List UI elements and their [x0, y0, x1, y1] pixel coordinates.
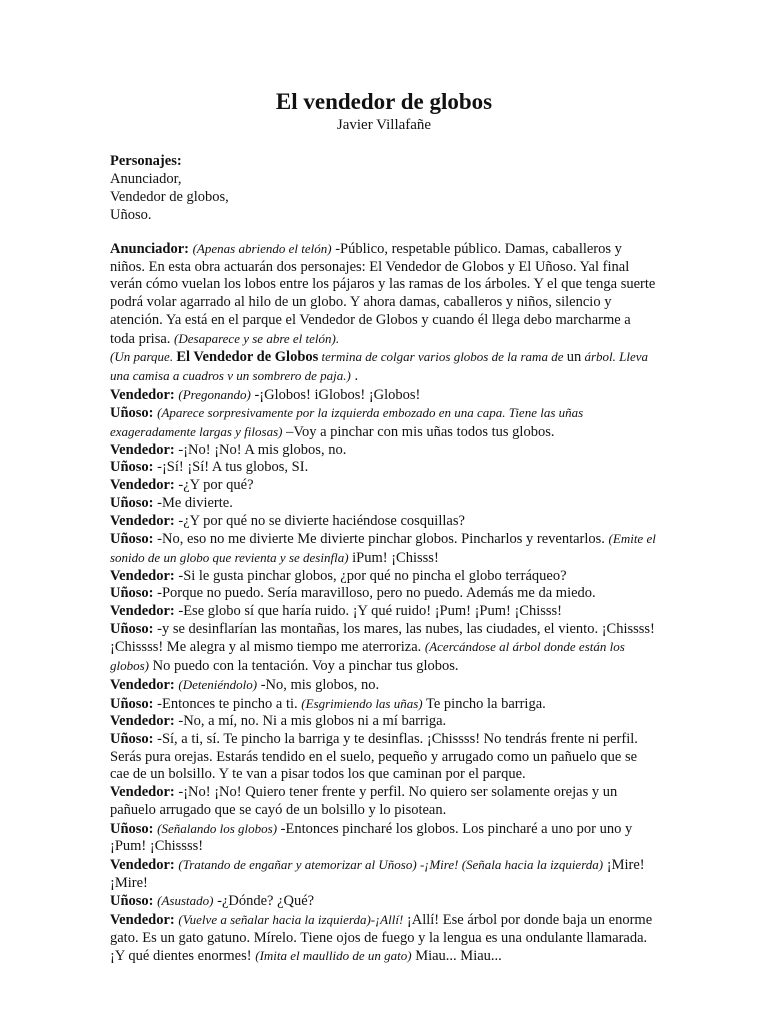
script-line	[110, 892, 658, 911]
dialogue-text: -No, a mí, no. Ni a mis globos ni a mí barriga.	[178, 713, 447, 730]
cast-member: Vendedor de globos,	[110, 189, 229, 205]
cast-label: Personajes:	[110, 153, 182, 169]
stage-direction: (Apenas abriendo el telón)	[192, 241, 332, 256]
dialogue-text: -Entonces te pincho a ti.	[157, 695, 302, 712]
script-line	[110, 695, 658, 714]
script-line	[110, 603, 658, 621]
cast-member: Anunciador,	[110, 171, 182, 187]
dialogue-text: ¡Mire! ¡Mire!	[110, 856, 645, 891]
speaker-name: Uñoso:	[110, 459, 158, 476]
speaker-name: Vendedor:	[110, 512, 179, 529]
script-line	[110, 621, 658, 676]
script-line	[110, 713, 658, 731]
speaker-name: Anunciador:	[110, 241, 193, 257]
stage-direction: (Señalando los globos)	[157, 820, 278, 836]
speaker-name: Vendedor:	[110, 713, 179, 730]
speaker-name: Uñoso:	[110, 585, 158, 602]
script-line	[110, 477, 658, 495]
document-title: El vendedor de globos	[275, 89, 493, 114]
dialogue-text: -¿Dónde? ¿Qué?	[213, 893, 315, 910]
script-line	[110, 568, 658, 586]
dialogue-text: -¡Sí! ¡Sí! A tus globos, SI.	[157, 459, 309, 476]
dialogue-text: -y se desinflarían las montañas, los mares, las nubes, las ciudades, el viento. ¡Chissss! ¡Chissss! Me alegra y al mismo tiempo me aterroriza.	[110, 620, 655, 656]
speaker-name: Vendedor:	[110, 856, 179, 873]
stage-direction: (Un parque.	[110, 349, 177, 365]
dialogue-text: un	[566, 349, 582, 366]
script-line	[110, 240, 658, 348]
speaker-name: Uñoso:	[110, 820, 158, 837]
speaker-name: Uñoso:	[110, 405, 158, 422]
speaker-name: Uñoso:	[110, 695, 158, 712]
script-body	[110, 240, 658, 966]
dialogue-text: -¿Y por qué no se divierte haciéndose cosquillas?	[178, 512, 465, 529]
script-line	[110, 911, 658, 966]
dialogue-text: –Voy a pinchar con mis uñas todos tus globos.	[282, 424, 555, 441]
script-line	[110, 513, 658, 531]
stage-direction: (Esgrimiendo las uñas)	[301, 695, 423, 711]
speaker-name: Vendedor:	[110, 477, 179, 494]
dialogue-text: Miau... Miau...	[411, 948, 502, 965]
stage-direction: termina de colgar varios globos de la rama de	[318, 349, 567, 365]
script-line	[110, 386, 658, 405]
dialogue-text: -Si le gusta pinchar globos, ¿por qué no pincha el globo terráqueo?	[178, 567, 567, 584]
dialogue-text: -Entonces pincharé los globos. Los pincharé a uno por uno y ¡Pum! ¡Chissss!	[110, 820, 633, 855]
speaker-name: Vendedor:	[110, 784, 179, 801]
dialogue-text: -Porque no puedo. Sería maravilloso, pero no puedo. Además me da miedo.	[157, 585, 596, 602]
speaker-name: Vendedor:	[110, 603, 179, 620]
stage-direction: (Pregonando)	[178, 386, 251, 402]
speaker-name: Uñoso:	[110, 494, 158, 511]
script-line	[110, 820, 658, 856]
stage-direction: (Desaparece y se abre el telón).	[174, 330, 340, 346]
stage-direction: (Emite el sonido de un globo que revienta y se desinfla)	[110, 531, 656, 565]
stage-direction: (Vuelve a señalar hacia la izquierda)-¡Allí!	[178, 912, 404, 928]
dialogue-text: .	[350, 367, 359, 384]
stage-direction: (Tratando de engañar y atemorizar al Uñoso) -¡Mire! (Señala hacia la izquierda)	[178, 856, 604, 872]
script-line	[110, 784, 658, 819]
speaker-name: Uñoso:	[110, 893, 158, 910]
speaker-name: Uñoso:	[110, 620, 158, 637]
speaker-name: Vendedor:	[110, 441, 179, 458]
script-line	[110, 459, 658, 477]
stage-direction: árbol. Lleva una camisa a cuadros v un sombrero de paja.)	[110, 349, 649, 383]
dialogue-text: -Ese globo sí que haría ruido. ¡Y qué ruido! ¡Pum! ¡Pum! ¡Chisss!	[178, 603, 563, 620]
cast-member: Uñoso.	[110, 207, 152, 223]
stage-direction: (Deteniéndolo)	[178, 676, 258, 692]
character-name: El Vendedor de Globos	[176, 349, 319, 366]
speaker-name: Vendedor:	[110, 912, 179, 929]
script-line	[110, 585, 658, 603]
speaker-name: Vendedor:	[110, 386, 179, 403]
script-line	[110, 404, 658, 441]
script-line	[110, 442, 658, 460]
dialogue-text: -No, eso no me divierte Me divierte pinchar globos. Pincharlos y reventarlos.	[157, 531, 609, 548]
cast-list	[110, 152, 658, 224]
dialogue-text: -Me divierte.	[157, 494, 233, 511]
script-line	[110, 731, 658, 784]
dialogue-text: -¡No! ¡No! A mis globos, no.	[178, 441, 347, 458]
dialogue-text: -Público, respetable público. Damas, caballeros y niños. En esta obra actuarán dos personajes: El Vendedor de Globos y El Uñoso. Yal final verán cómo vuelan los lobos entre los pájaros y las ramas de los árboles. Y el que tenga suerte podrá volar agarrado al hilo de un globo. Y ahora damas, caballeros y niños, silencio y atención. Ya está en el parque el Vendedor de Globos y cuando él llega debo marcharme a toda prisa.	[110, 241, 656, 347]
speaker-name: Vendedor:	[110, 676, 179, 693]
stage-direction: (Aparece sorpresivamente por la izquierda embozado en una capa. Tiene las uñas exageradamente largas y filosas)	[110, 405, 584, 440]
dialogue-text: iPum! ¡Chisss!	[348, 549, 439, 566]
speaker-name: Uñoso:	[110, 730, 158, 747]
stage-direction: (Asustado)	[157, 893, 214, 909]
script-line	[110, 530, 658, 567]
script-line	[110, 856, 658, 892]
dialogue-text: Te pincho la barriga.	[422, 695, 546, 712]
dialogue-text: -¡No! ¡No! Quiero tener frente y perfil. No quiero ser solamente orejas y un pañuelo arrugado que se cayó de un bolsillo y lo pisotean.	[110, 784, 618, 818]
speaker-name: Uñoso:	[110, 531, 158, 548]
stage-direction: (Acercándose al árbol donde están los globos)	[110, 639, 625, 674]
script-line	[110, 348, 658, 385]
document-author: Javier Villafañe	[336, 117, 432, 133]
stage-direction: (Imita el maullido de un gato)	[255, 948, 412, 964]
dialogue-text: -No, mis globos, no.	[257, 676, 380, 693]
dialogue-text: -¡Globos! iGlobos! ¡Globos!	[250, 386, 421, 403]
speaker-name: Vendedor:	[110, 567, 179, 584]
dialogue-text: No puedo con la tentación. Voy a pinchar tus globos.	[149, 658, 459, 675]
dialogue-text: -¿Y por qué?	[178, 477, 254, 494]
dialogue-text: ¡Allí! Ese árbol por donde baja un enorme gato. Es un gato gatuno. Mírelo. Tiene ojos de fuego y la lengua es una ondulante llamarada. ¡Y qué dientes enormes!	[110, 912, 653, 965]
script-line	[110, 495, 658, 513]
script-line	[110, 676, 658, 695]
dialogue-text: -Sí, a ti, sí. Te pincho la barriga y te desinflas. ¡Chissss! No tendrás frente ni perfil. Serás pura orejas. Estarás tendido en el suelo, pequeño y arrugado como un pañuelo que se cae de un bolsillo. Y te van a pisar todos los que caminan por el parque.	[110, 730, 638, 783]
